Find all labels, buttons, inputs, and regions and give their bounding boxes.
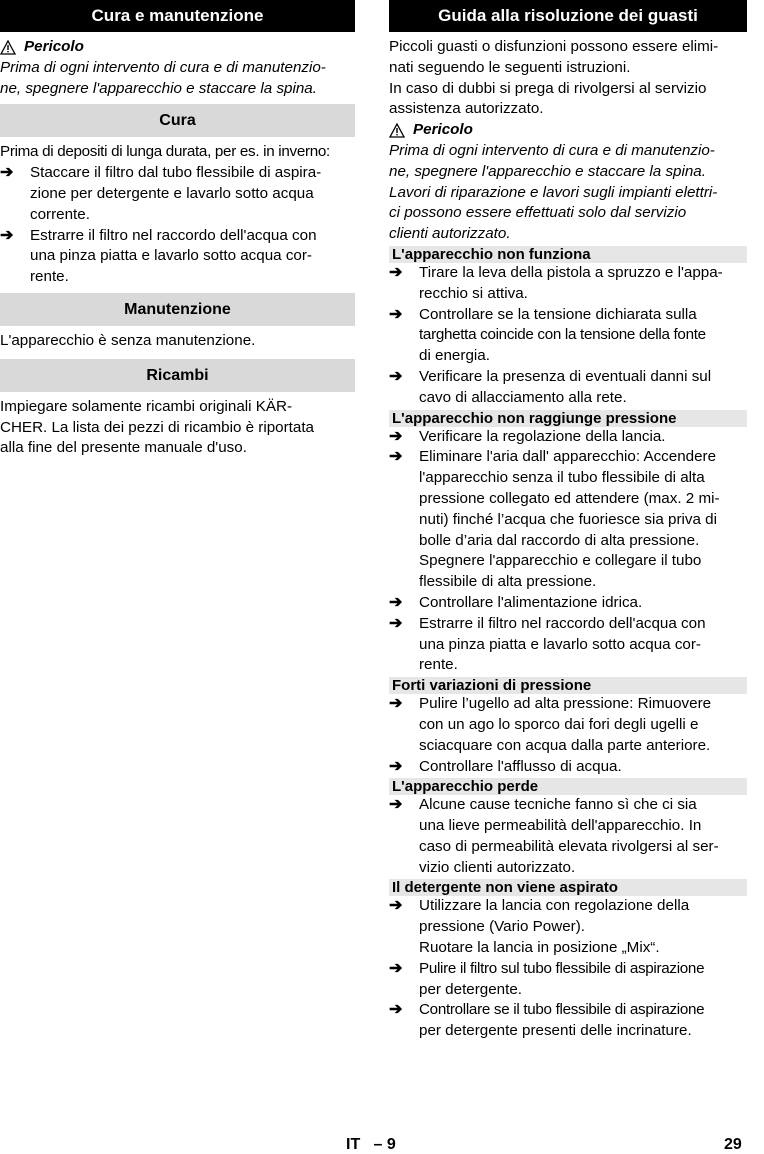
- danger-text: Prima di ogni intervento di cura e di manutenzio-: [389, 141, 715, 159]
- item-line: targhetta coincide con la tensione della fonte: [419, 326, 706, 344]
- item-line: Controllare se la tensione dichiarata sulla: [419, 305, 697, 323]
- danger-text: Lavori di riparazione e lavori sugli impianti elettri-: [389, 183, 718, 201]
- arrow-right-icon: ➔: [389, 1001, 403, 1019]
- list-item: [389, 959, 747, 1001]
- arrow-right-icon: ➔: [389, 614, 403, 632]
- item-line: corrente.: [30, 205, 90, 223]
- item-line: per detergente.: [419, 980, 523, 998]
- arrow-right-icon: ➔: [389, 593, 403, 611]
- list-item: [389, 427, 747, 448]
- item-line: flessibile di alta pressione.: [419, 573, 597, 591]
- danger-text: ci possono essere effettuati solo dal servizio: [389, 204, 687, 222]
- item-line: per detergente presenti delle incrinature.: [419, 1022, 692, 1040]
- ricambi-text: Impiegare solamente ricambi originali KÄR-: [0, 397, 293, 415]
- list-item: [389, 614, 747, 676]
- item-line: con un ago lo sporco dai fori degli ugelli e: [419, 715, 699, 733]
- left-column: [0, 0, 355, 459]
- danger-text: ne, spegnere l'apparecchio e staccare la spina.: [389, 162, 706, 180]
- item-line: Estrarre il filtro nel raccordo dell'acqua con: [419, 614, 706, 632]
- item-line: una pinza piatta e lavarlo sotto acqua cor-: [419, 635, 701, 653]
- item-line: Utilizzare la lancia con regolazione della: [419, 897, 690, 915]
- arrow-right-icon: ➔: [389, 959, 403, 977]
- list-item: [389, 447, 747, 593]
- warning-icon: [389, 123, 405, 138]
- list-item: [389, 1000, 747, 1042]
- intro-line: In caso di dubbi si prega di rivolgersi al servizio: [389, 79, 707, 97]
- section-title: Il detergente non viene aspirato: [389, 879, 747, 896]
- item-line: cavo di allacciamento alla rete.: [419, 388, 627, 406]
- list-item: [389, 896, 747, 958]
- item-line: Spegnere l'apparecchio e collegare il tubo: [419, 552, 702, 570]
- ricambi-text: alla fine del presente manuale d'uso.: [0, 439, 247, 457]
- arrow-right-icon: ➔: [389, 897, 403, 915]
- ricambi-heading: Ricambi: [0, 359, 355, 392]
- list-item: [0, 163, 355, 225]
- ricambi-text: CHER. La lista dei pezzi di ricambio è riportata: [0, 418, 315, 436]
- item-line: recchio si attiva.: [419, 284, 528, 302]
- arrow-right-icon: ➔: [389, 367, 403, 385]
- item-line: Staccare il filtro dal tubo flessibile di aspira-: [30, 164, 322, 182]
- list-item: [0, 226, 355, 288]
- arrow-right-icon: ➔: [389, 695, 403, 713]
- list-item: [389, 593, 747, 614]
- cura-heading: Cura: [0, 104, 355, 137]
- arrow-right-icon: ➔: [0, 164, 14, 182]
- danger-warning: [0, 37, 355, 58]
- item-line: Pulire l’ugello ad alta pressione: Rimuovere: [419, 695, 712, 713]
- section-title: L'apparecchio non raggiunge pressione: [389, 410, 747, 427]
- danger-warning: [389, 120, 747, 141]
- item-line: rente.: [30, 268, 69, 286]
- item-line: Controllare se il tubo flessibile di aspirazione: [419, 1001, 705, 1019]
- item-line: Verificare la presenza di eventuali danni sul: [419, 367, 712, 385]
- item-line: Controllare l'afflusso di acqua.: [419, 757, 622, 775]
- danger-text: clienti autorizzato.: [389, 225, 511, 243]
- arrow-right-icon: ➔: [0, 226, 14, 244]
- intro-line: assistenza autorizzato.: [389, 100, 544, 118]
- troubleshooting-heading: Guida alla risoluzione dei guasti: [389, 0, 747, 32]
- item-line: rente.: [419, 656, 458, 674]
- item-line: nuti) finché l’acqua che fuoriesce sia priva di: [419, 510, 718, 528]
- item-line: sciacquare con acqua dalla parte anteriore.: [419, 736, 711, 754]
- item-line: una pinza piatta e lavarlo sotto acqua cor-: [30, 247, 312, 265]
- arrow-right-icon: ➔: [389, 448, 403, 466]
- item-line: una lieve permeabilità dell'apparecchio. In: [419, 817, 702, 835]
- manutenzione-text: L'apparecchio è senza manutenzione.: [0, 331, 256, 349]
- item-line: di energia.: [419, 347, 490, 365]
- arrow-right-icon: ➔: [389, 305, 403, 323]
- item-line: l'apparecchio senza il tubo flessibile di alta: [419, 469, 705, 487]
- danger-text: ne, spegnere l'apparecchio e staccare la spina.: [0, 79, 317, 97]
- danger-label: Pericolo: [413, 121, 473, 139]
- item-line: Verificare la regolazione della lancia.: [419, 427, 666, 445]
- intro-line: nati seguendo le seguenti istruzioni.: [389, 58, 631, 76]
- item-line: Estrarre il filtro nel raccordo dell'acqua con: [30, 226, 317, 244]
- list-item: [389, 263, 747, 305]
- danger-label: Pericolo: [24, 38, 84, 55]
- arrow-right-icon: ➔: [389, 427, 403, 445]
- item-line: Controllare l'alimentazione idrica.: [419, 593, 643, 611]
- list-item: [389, 305, 747, 367]
- section-title: Forti variazioni di pressione: [389, 677, 747, 694]
- item-line: zione per detergente e lavarlo sotto acqua: [30, 184, 314, 202]
- item-line: Pulire il filtro sul tubo flessibile di aspirazione: [419, 959, 705, 977]
- item-line: vizio clienti autorizzato.: [419, 858, 576, 876]
- arrow-right-icon: ➔: [389, 796, 403, 814]
- intro-line: Piccoli guasti o disfunzioni possono essere elimi-: [389, 38, 719, 55]
- page-number: 29: [724, 1136, 742, 1153]
- cura-intro: Prima di depositi di lunga durata, per es. in inverno:: [0, 143, 330, 161]
- item-line: Ruotare la lancia in posizione „Mix“.: [419, 939, 660, 957]
- item-line: pressione collegato ed attendere (max. 2 mi-: [419, 489, 720, 507]
- item-line: caso di permeabilità elevata rivolgersi al ser-: [419, 837, 719, 855]
- page-footer-language: IT – 9: [346, 1136, 396, 1153]
- arrow-right-icon: ➔: [389, 263, 403, 281]
- item-line: pressione (Vario Power).: [419, 918, 586, 936]
- item-line: bolle d’aria dal raccordo di alta pressione.: [419, 531, 700, 549]
- manutenzione-heading: Manutenzione: [0, 293, 355, 326]
- list-item: [389, 694, 747, 756]
- item-line: Eliminare l'aria dall' apparecchio: Accendere: [419, 448, 717, 466]
- item-line: Alcune cause tecniche fanno sì che ci sia: [419, 796, 697, 814]
- danger-text: Prima di ogni intervento di cura e di manutenzio-: [0, 58, 326, 76]
- warning-icon: [0, 40, 16, 55]
- care-maintenance-heading: Cura e manutenzione: [0, 0, 355, 32]
- section-title: L'apparecchio non funziona: [389, 246, 747, 263]
- list-item: [389, 367, 747, 409]
- right-column: [389, 0, 747, 1042]
- section-title: L'apparecchio perde: [389, 778, 747, 795]
- item-line: Tirare la leva della pistola a spruzzo e l'appa-: [419, 263, 723, 281]
- list-item: [389, 757, 747, 778]
- list-item: [389, 795, 747, 878]
- arrow-right-icon: ➔: [389, 757, 403, 775]
